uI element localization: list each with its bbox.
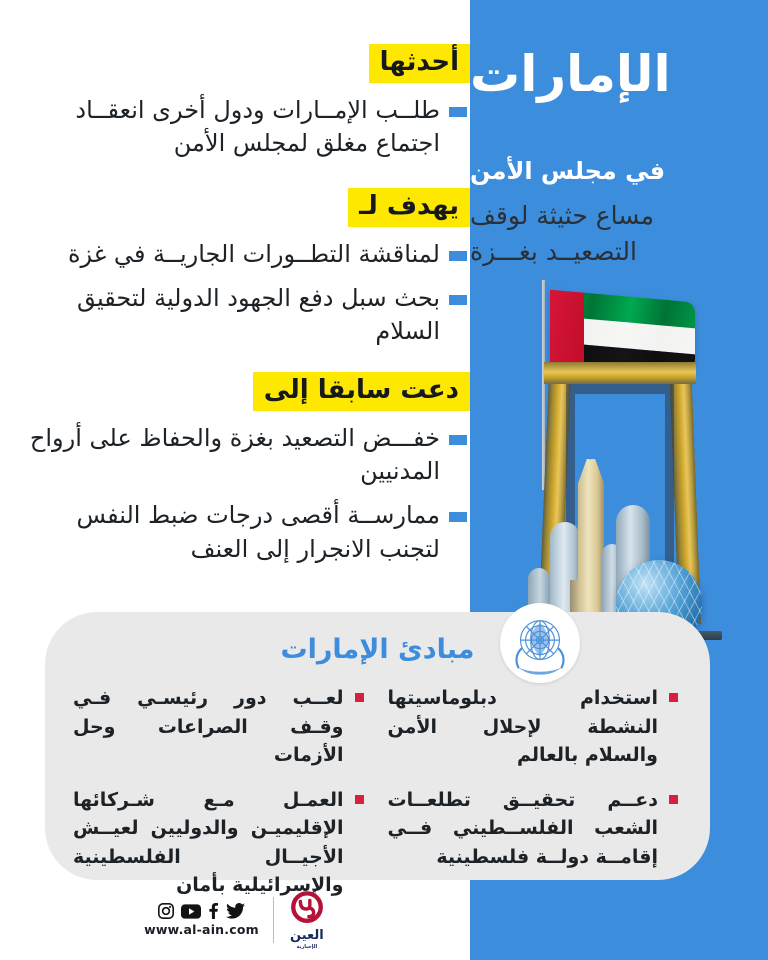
twitter-icon[interactable]	[226, 903, 245, 919]
page-description	[470, 198, 746, 269]
bullet-square-icon	[449, 107, 467, 117]
social-icons	[158, 903, 245, 919]
section-latest-list	[0, 94, 470, 160]
principles-title: مبادئ الإمارات	[280, 634, 475, 665]
capital-gate-tower	[578, 459, 604, 634]
section-previous-calls-chip-row	[0, 372, 470, 411]
section-latest-chip: أحدثها	[369, 44, 470, 83]
list-item-text: استخدام دبلوماسيتها النشطة لإحلال الأمن والسلام بالعالم	[387, 687, 658, 766]
al-ain-logo[interactable]	[288, 891, 326, 950]
list-item	[388, 786, 683, 872]
list-item	[0, 238, 470, 271]
section-goals-list	[0, 238, 470, 348]
youtube-icon[interactable]	[181, 904, 201, 919]
list-item	[73, 684, 368, 770]
list-item-text: العمـل مـع شـركائها الإقليميـن والدوليين لعيــش الأجيــال الفلسطينية والإسرائيلية بأمان	[73, 788, 344, 896]
description-line-1: مساع حثيثة لوقف	[470, 201, 654, 230]
list-item-text: خفـــض التصعيد بغزة والحفاظ على أرواح المدنيين	[29, 424, 440, 486]
bullet-square-icon	[449, 251, 467, 261]
section-previous-calls	[0, 372, 470, 566]
bullet-dot-icon	[355, 693, 364, 702]
brand-tagline: الإخبارية	[296, 943, 318, 950]
al-ain-mark-icon	[288, 891, 326, 927]
page-title: الإمارات	[470, 45, 671, 103]
principles-panel	[45, 612, 710, 896]
instagram-icon[interactable]	[158, 903, 174, 919]
list-item	[0, 499, 470, 565]
list-item	[0, 94, 470, 160]
footer	[0, 880, 470, 960]
list-item	[0, 282, 470, 348]
bullet-dot-icon	[669, 795, 678, 804]
frame-top-beam	[544, 362, 696, 384]
bullet-square-icon	[449, 435, 467, 445]
list-item-text: دعــم تحقيــق تطلعــات الشعب الفلســطيني فــي إقامــة دولــة فلسطينية	[387, 788, 658, 868]
list-item-text: بحث سبل دفع الجهود الدولية لتحقيق السلام	[77, 284, 440, 346]
un-emblem-icon	[500, 603, 580, 683]
list-item	[0, 422, 470, 488]
list-item-text: ممارســة أقصى درجات ضبط النفس لتجنب الانجرار إلى العنف	[76, 501, 440, 563]
brand-name: العين	[290, 927, 324, 943]
hero-photo	[470, 280, 768, 640]
section-latest-chip-row	[0, 44, 470, 83]
footer-divider	[273, 897, 274, 943]
bullet-square-icon	[449, 512, 467, 522]
bullet-square-icon	[449, 295, 467, 305]
bullet-dot-icon	[355, 795, 364, 804]
section-goals	[0, 188, 470, 349]
bullet-dot-icon	[669, 693, 678, 702]
section-previous-calls-list	[0, 422, 470, 565]
section-latest	[0, 44, 470, 160]
section-goals-chip-row	[0, 188, 470, 227]
social-block	[144, 903, 259, 937]
section-previous-calls-chip: دعت سابقا إلى	[253, 372, 470, 411]
section-goals-chip: يهدف لـ	[348, 188, 470, 227]
list-item-text: لعــب دور رئيسـي فـي وقـف الصراعات وحل الأزمات	[73, 687, 344, 766]
facebook-icon[interactable]	[208, 903, 219, 919]
content-column	[0, 0, 470, 600]
principles-left-list	[73, 684, 368, 900]
list-item-text: لمناقشة التطــورات الجاريــة في غزة	[67, 240, 440, 269]
page-subtitle: في مجلس الأمن	[470, 157, 666, 185]
website-url[interactable]: www.al-ain.com	[144, 922, 259, 937]
list-item-text: طلــب الإمــارات ودول أخرى انعقــاد اجتماع مغلق لمجلس الأمن	[75, 96, 440, 158]
principles-right-list	[388, 684, 683, 871]
list-item	[388, 684, 683, 770]
description-line-2: التصعيــد بغـــزة	[470, 236, 637, 266]
